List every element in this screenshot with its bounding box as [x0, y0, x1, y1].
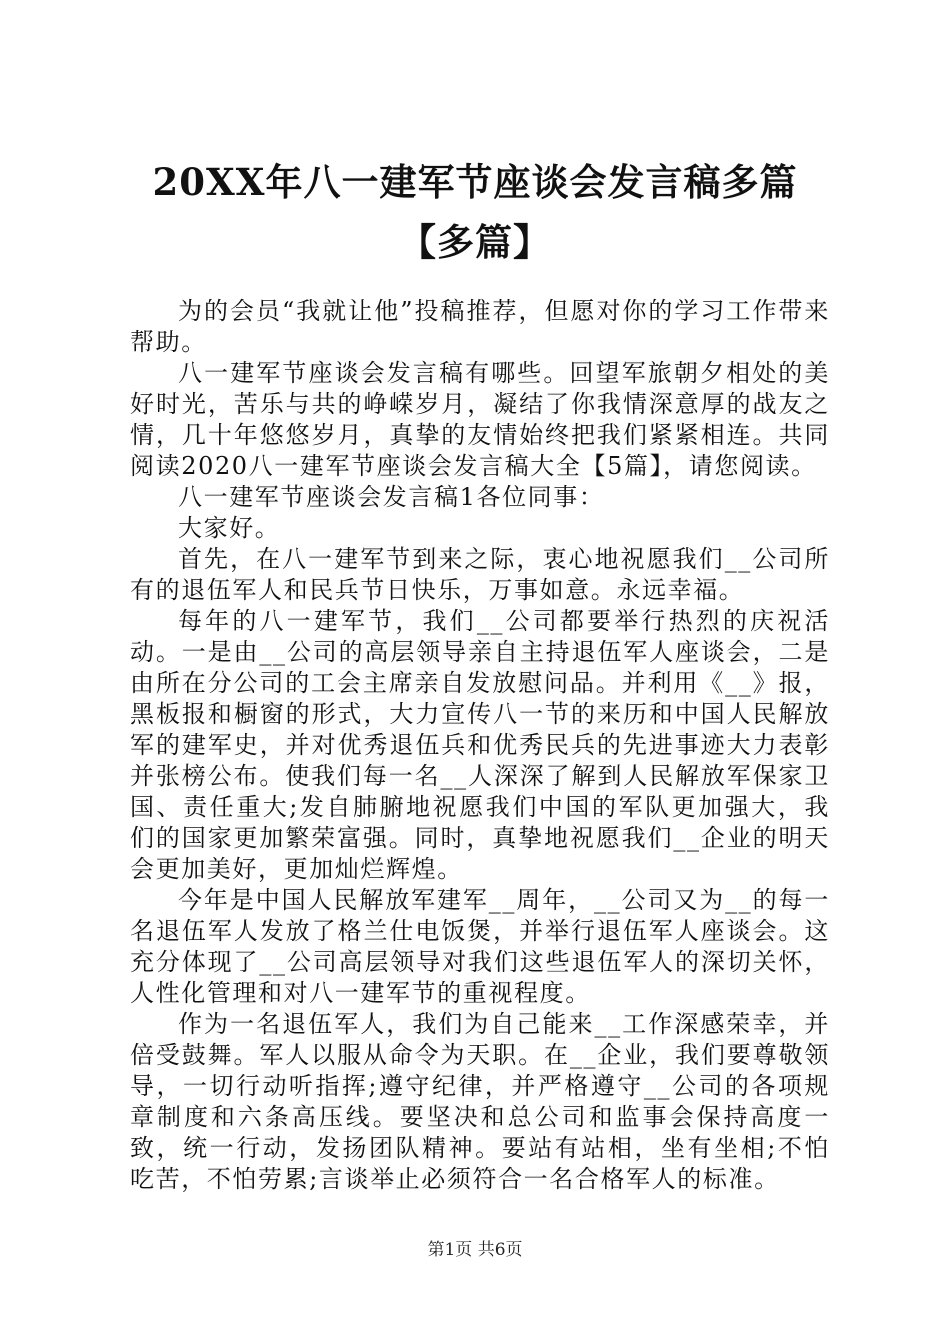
document-title: 20XX年八一建军节座谈会发言稿多篇【多篇】 [152, 160, 798, 264]
paragraph-celebration: 每年的八一建军节，我们__公司都要举行热烈的庆祝活动。一是由__公司的高层领导亲自主持退伍军人座谈会，二是由所在分公司的工会主席亲自发放慰问品。并利用《__》报，黑板报和橱窗的形式，大力宣传八一节的来历和中国人民解放军的建军史，并对优秀退伍兵和优秀民兵的先进事迹大力表彰并张榜公布。使我们每一名__人深深了解到人民解放军保家卫国、责任重大;发自肺腑地祝愿我们中国的军队更加强大，我们的国家更加繁荣富强。同时，真挚地祝愿我们__企业的明天会更加美好，更加灿烂辉煌。 [130, 607, 830, 883]
page-number-footer: 第1页 共6页 [427, 1240, 523, 1260]
paragraph-wishes: 首先，在八一建军节到来之际，衷心地祝愿我们__公司所有的退伍军人和民兵节日快乐，万事如意。永远幸福。 [130, 545, 830, 604]
paragraph-speech-heading: 八一建军节座谈会发言稿1各位同事： [178, 483, 605, 511]
paragraph-anniversary: 今年是中国人民解放军建军__周年，__公司又为__的每一名退伍军人发放了格兰仕电饭煲，并举行退伍军人座谈会。这充分体现了__公司高层领导对我们这些退伍军人的深切关怀，人性化管理和对八一建军节的重视程度。 [130, 886, 830, 1007]
document-body [130, 296, 830, 1195]
paragraph-intro: 为的会员“我就让他”投稿推荐，但愿对你的学习工作带来帮助。 [130, 297, 830, 356]
paragraph-summary: 八一建军节座谈会发言稿有哪些。回望军旅朝夕相处的美好时光，苦乐与共的峥嵘岁月，凝结了你我情深意厚的战友之情，几十年悠悠岁月，真挚的友情始终把我们紧紧相连。共同阅读2020八一建军节座谈会发言稿大全【5篇】，请您阅读。 [130, 359, 830, 480]
paragraph-commitment: 作为一名退伍军人，我们为自己能来__工作深感荣幸，并倍受鼓舞。军人以服从命令为天职。在__企业，我们要尊敬领导，一切行动听指挥;遵守纪律，并严格遵守__公司的各项规章制度和六条高压线。要坚决和总公司和监事会保持高度一致，统一行动，发扬团队精神。要站有站相，坐有坐相;不怕吃苦，不怕劳累;言谈举止必须符合一名合格军人的标准。 [130, 1010, 830, 1193]
paragraph-greeting: 大家好。 [178, 514, 281, 542]
